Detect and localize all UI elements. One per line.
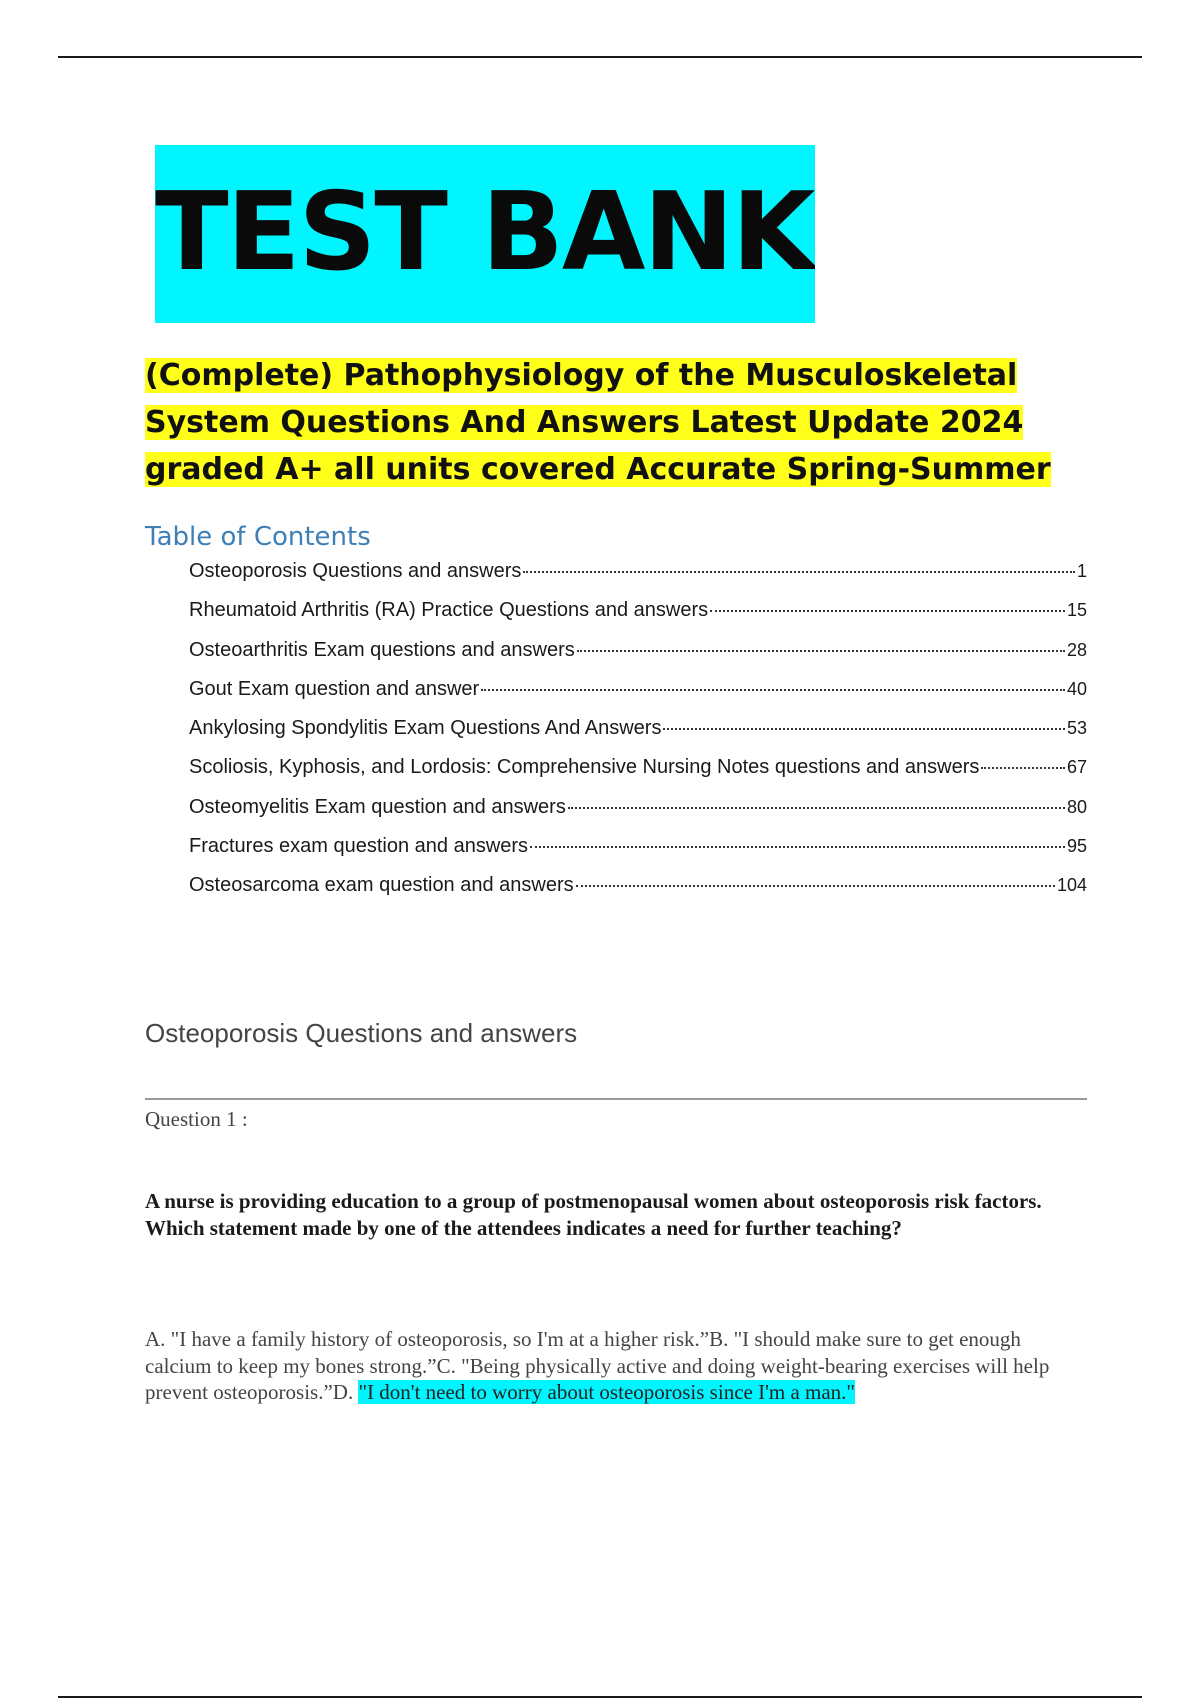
toc-dot-leader (577, 650, 1065, 652)
highlighted-answer: "I don't need to worry about osteoporosis since I'm a man." (358, 1380, 855, 1404)
question-line-1: A nurse is providing education to a group of postmenopausal women about osteoporosis risk factors. (145, 1189, 1042, 1213)
toc-dot-leader (710, 610, 1065, 612)
question-line-2: Which statement made by one of the attendees indicates a need for further teaching? (145, 1216, 902, 1240)
toc-entry-page: 40 (1066, 678, 1087, 699)
toc-entry-label: Scoliosis, Kyphosis, and Lordosis: Comprehensive Nursing Notes questions and answers (189, 756, 980, 779)
toc-entry-page: 28 (1066, 639, 1087, 660)
table-of-contents (189, 560, 1087, 914)
toc-entry-page: 67 (1066, 757, 1087, 778)
toc-entry-label: Osteoporosis Questions and answers (189, 560, 522, 582)
test-bank-banner (155, 145, 815, 323)
toc-entry[interactable] (189, 756, 1087, 795)
answer-options-text: A. "I have a family history of osteoporosis, so I'm at a higher risk.”B. "I should make sure to get enough calcium to keep my bones strong.”C. "Being physically active and doing weight-bearing exercises will help prevent osteoporosis.”D. (145, 1327, 1050, 1404)
toc-dot-leader (576, 885, 1055, 887)
toc-entry[interactable] (189, 599, 1087, 638)
toc-heading: Table of Contents (145, 522, 371, 552)
toc-entry[interactable] (189, 874, 1087, 913)
toc-entry-label: Osteomyelitis Exam question and answers (189, 795, 566, 818)
top-rule (58, 56, 1142, 58)
toc-dot-leader (981, 767, 1065, 769)
toc-entry-page: 53 (1066, 718, 1087, 739)
toc-entry-page: 104 (1056, 875, 1087, 896)
bottom-rule (58, 1696, 1142, 1698)
toc-entry-page: 95 (1066, 836, 1087, 857)
toc-entry[interactable] (189, 835, 1087, 874)
toc-entry-page: 80 (1066, 796, 1087, 817)
toc-dot-leader (481, 689, 1065, 691)
document-title-text: (Complete) Pathophysiology of the Musculoskeletal System Questions And Answers Latest Update 2024 graded A+ all units covered Accurate Spring-Summer (145, 358, 1051, 487)
toc-entry[interactable] (189, 560, 1087, 599)
toc-entry[interactable] (189, 796, 1087, 835)
toc-entry[interactable] (189, 678, 1087, 717)
toc-dot-leader (530, 846, 1065, 848)
answer-options (145, 1326, 1085, 1406)
question-text (145, 1188, 1085, 1242)
toc-entry-page: 1 (1076, 561, 1087, 581)
toc-entry-label: Fractures exam question and answers (189, 835, 529, 858)
toc-entry-label: Osteosarcoma exam question and answers (189, 874, 574, 897)
section-heading: Osteoporosis Questions and answers (145, 1018, 578, 1048)
toc-entry[interactable] (189, 717, 1087, 756)
toc-entry[interactable] (189, 639, 1087, 678)
document-title (145, 352, 1065, 493)
toc-entry-label: Gout Exam question and answer (189, 677, 480, 700)
toc-dot-leader (568, 807, 1065, 809)
toc-entry-label: Osteoarthritis Exam questions and answers (189, 638, 575, 661)
toc-entry-label: Ankylosing Spondylitis Exam Questions And Answers (189, 717, 662, 740)
question-label: Question 1 : (145, 1107, 248, 1131)
toc-dot-leader (523, 571, 1075, 573)
banner-text: TEST BANK (155, 170, 814, 295)
toc-entry-label: Rheumatoid Arthritis (RA) Practice Questions and answers (189, 599, 709, 622)
section-divider (145, 1098, 1087, 1100)
toc-entry-page: 15 (1066, 600, 1087, 621)
toc-dot-leader (663, 728, 1065, 730)
